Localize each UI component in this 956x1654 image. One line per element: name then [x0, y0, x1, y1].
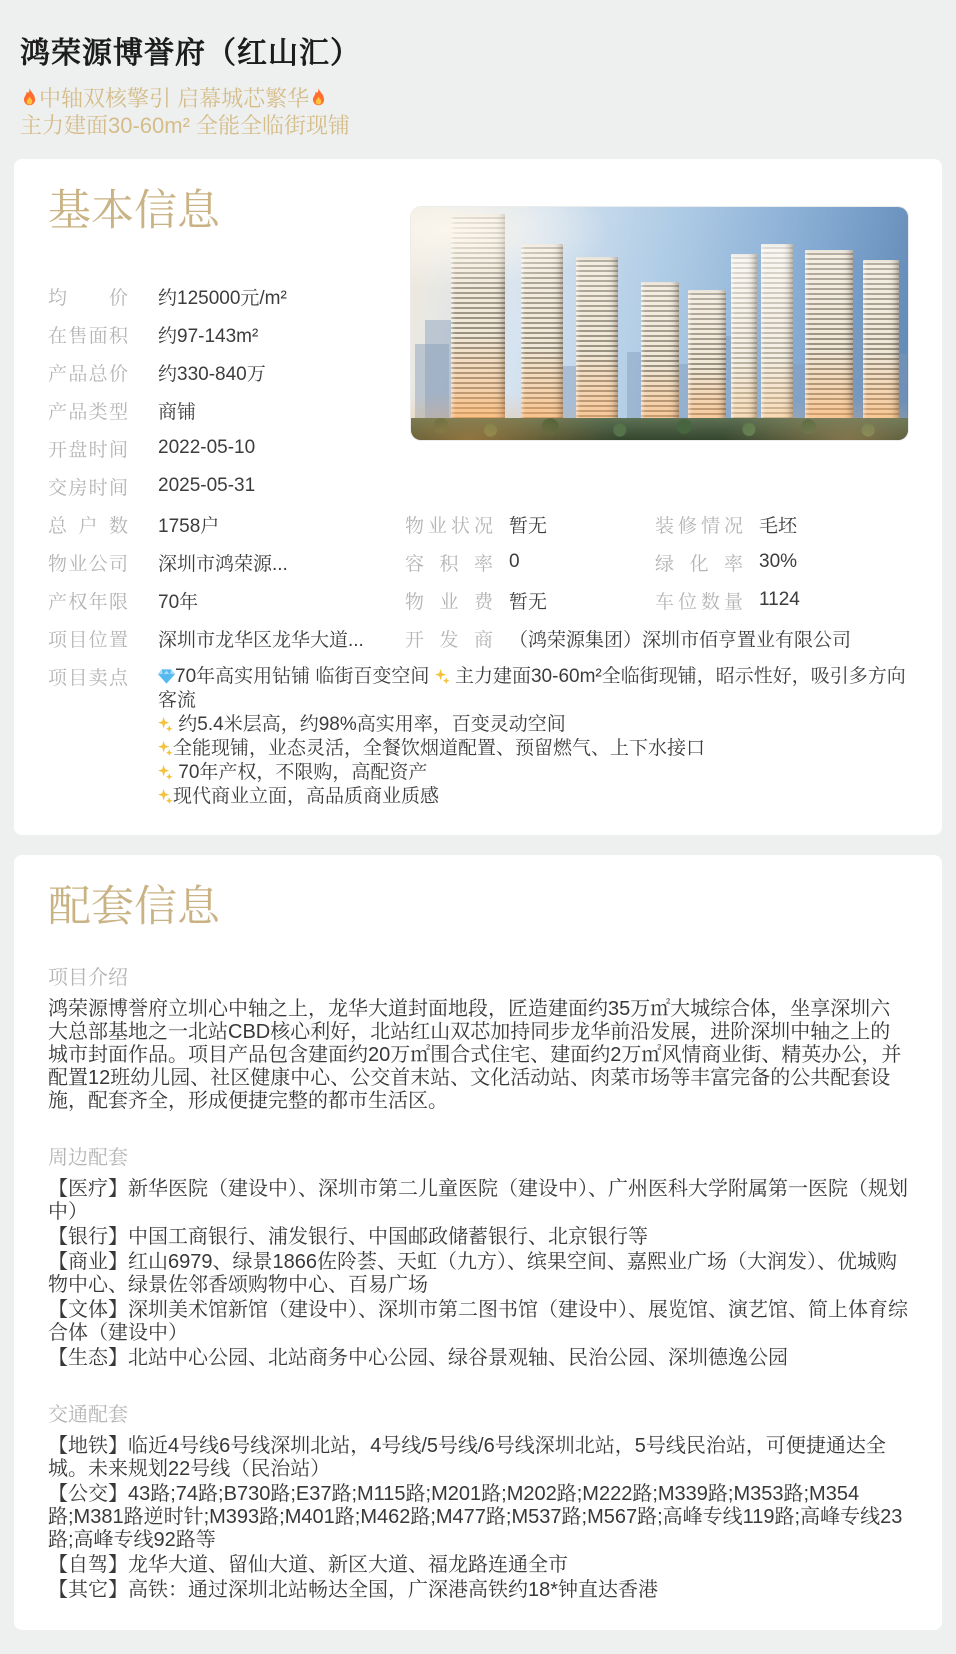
facility-item: 【商业】红山6979、绿景1866佐阾荟、天虹（九方）、缤果空间、嘉熙业广场（大润发）、优城购物中心、绿景佐邻香颂购物中心、百易广场 [48, 1251, 897, 1296]
info-row [48, 315, 405, 353]
info-value: 1758户 [158, 515, 220, 537]
info-pair [405, 511, 655, 538]
sparkles-icon [158, 765, 173, 780]
info-row [405, 581, 908, 619]
facility-item: 【公交】43路;74路;B730路;E37路;M115路;M201路;M202路;M222路;M339路;M353路;M354路;M381路逆时针;M393路;M401路;M462路;M477路;M537路;M567路;高峰专线119路;高峰专线23路;高峰专线92路等 [48, 1483, 903, 1551]
info-pair [655, 511, 797, 538]
info-row [48, 391, 405, 429]
info-value: 约125000元/m² [158, 287, 287, 309]
selling-points [48, 665, 908, 809]
selling-point-line: 70年产权，不限购，高配资产 [158, 761, 908, 785]
sparkles-icon [435, 669, 450, 684]
facility-section-label: 周边配套 [48, 1147, 128, 1169]
info-value: 深圳市龙华区龙华大道... [158, 629, 364, 651]
info-label: 开盘时间 [48, 439, 128, 461]
basic-info-left-column [48, 277, 405, 657]
info-label: 项目位置 [48, 629, 128, 651]
photo-tower [863, 260, 899, 432]
facility-item: 【地铁】临近4号线6号线深圳北站，4号线/5号线/6号线深圳北站，5号线民治站，可便捷通达全城。未来规划22号线（民治站） [48, 1435, 886, 1480]
info-pair [405, 549, 655, 576]
info-value: 1124 [759, 589, 800, 610]
info-value: 约97-143m² [158, 325, 259, 347]
photo-tower [688, 290, 726, 432]
facility-item: 【生态】北站中心公园、北站商务中心公园、绿谷景观轴、民治公园、深圳德逸公园 [48, 1347, 788, 1369]
info-value: 毛坯 [759, 515, 798, 537]
basic-info-heading: 基本信息 [48, 187, 220, 235]
facility-item: 【其它】高铁：通过深圳北站畅达全国，广深港高铁约18*钟直达香港 [48, 1579, 659, 1601]
info-row [48, 277, 405, 315]
info-label: 车位数量 [655, 591, 743, 613]
facility-item: 【自驾】龙华大道、留仙大道、新区大道、福龙路连通全市 [48, 1554, 568, 1576]
info-row [48, 353, 405, 391]
developer-row [405, 619, 908, 657]
photo-background-tower [425, 320, 451, 424]
info-value: 30% [759, 551, 798, 572]
info-label: 交房时间 [48, 477, 128, 499]
info-pair [655, 587, 800, 614]
info-row [48, 467, 405, 505]
selling-point-line: 现代商业立面，高品质商业质感 [158, 785, 908, 809]
page-bottom-spacer [0, 1630, 956, 1654]
facility-item: 【文体】深圳美术馆新馆（建设中）、深圳市第二图书馆（建设中）、展览馆、演艺馆、简上体育综合体（建设中） [48, 1299, 908, 1344]
sparkles-icon [158, 717, 173, 732]
info-label: 绿化率 [655, 553, 743, 575]
facility-section-label: 项目介绍 [48, 967, 128, 989]
photo-tower [576, 257, 618, 432]
diamond-icon [158, 669, 175, 684]
info-row [48, 619, 405, 657]
info-value: 暂无 [509, 515, 548, 537]
info-value: （鸿荣源集团）深圳市佰亨置业有限公司 [509, 629, 852, 651]
info-row [48, 581, 405, 619]
info-label: 物业公司 [48, 553, 128, 575]
facility-item: 【银行】中国工商银行、浦发银行、中国邮政储蓄银行、北京银行等 [48, 1226, 648, 1248]
promo-line-1: 中轴双核擎引 启幕城芯繁华 [20, 85, 934, 112]
selling-point-line: 70年高实用钻铺 临街百变空间 主力建面30-60m²全临街现铺，昭示性好，吸引多方向客流 [158, 666, 906, 711]
info-label: 物业状况 [405, 515, 493, 537]
info-label: 在售面积 [48, 325, 128, 347]
selling-points-content [158, 665, 908, 809]
info-label: 产品总价 [48, 363, 128, 385]
info-row [405, 505, 908, 543]
basic-info-card [14, 159, 942, 835]
photo-tower [805, 250, 853, 432]
info-label: 产权年限 [48, 591, 128, 613]
promo-block [20, 85, 934, 139]
header [0, 0, 956, 139]
photo-trees [411, 418, 908, 440]
info-value: 约330-840万 [158, 363, 266, 385]
facilities-card [14, 855, 942, 1630]
photo-tower [641, 282, 679, 432]
info-label: 容积率 [405, 553, 493, 575]
info-value: 商铺 [158, 401, 197, 423]
photo-tower [521, 244, 563, 432]
info-label: 总户数 [48, 515, 128, 537]
facility-section-label: 交通配套 [48, 1404, 128, 1426]
sparkles-icon [158, 741, 173, 756]
facilities-heading: 配套信息 [48, 883, 220, 931]
info-value: 暂无 [509, 591, 548, 613]
info-label: 产品类型 [48, 401, 128, 423]
facility-item: 【医疗】新华医院（建设中）、深圳市第二儿童医院（建设中）、广州医科大学附属第一医院（规划中） [48, 1178, 908, 1223]
info-pair [405, 625, 851, 652]
info-pair [655, 549, 797, 576]
page-title: 鸿荣源博誉府（红山汇） [20, 37, 361, 70]
info-label: 开发商 [405, 629, 493, 651]
sparkles-icon [158, 789, 173, 804]
info-value: 深圳市鸿荣源... [158, 553, 288, 575]
property-photo[interactable] [411, 207, 908, 440]
info-value: 70年 [158, 591, 199, 613]
info-label: 均价 [48, 287, 128, 309]
info-label: 装修情况 [655, 515, 743, 537]
selling-points-label: 项目卖点 [48, 668, 128, 689]
facility-item: 鸿荣源博誉府立圳心中轴之上，龙华大道封面地段，匠造建面约35万㎡大城综合体，坐享深圳六大总部基地之一北站CBD核心利好，北站红山双芯加持同步龙华前沿发展，进阶深圳中轴之上的城市封面作品。项目产品包含建面约20万㎡围合式住宅、建面约2万㎡风情商业街、精英办公，并配置12班幼儿园、社区健康中心、公交首末站、文化活动站、肉菜市场等丰富完备的公共配套设施，配套齐全，形成便捷完整的都市生活区。 [48, 998, 902, 1112]
photo-tower [451, 214, 505, 432]
selling-point-line: 全能现铺，业态灵活，全餐饮烟道配置、预留燃气、上下水接口 [158, 737, 908, 761]
facilities-body [48, 961, 908, 1602]
info-value: 2022-05-10 [158, 437, 256, 458]
photo-tower [761, 244, 793, 432]
info-row [48, 505, 405, 543]
info-value: 2025-05-31 [158, 475, 256, 496]
basic-info-body [48, 277, 908, 809]
info-label: 物业费 [405, 591, 493, 613]
flame-icon [21, 88, 38, 108]
info-row [48, 543, 405, 581]
info-value: 0 [509, 551, 520, 572]
flame-icon [310, 88, 327, 108]
info-pair [405, 587, 655, 614]
info-row [405, 543, 908, 581]
selling-point-line: 约5.4米层高，约98%高实用率，百变灵动空间 [158, 713, 908, 737]
photo-tower [731, 254, 757, 432]
info-row [48, 429, 405, 467]
promo-line-2: 主力建面30-60m² 全能全临街现铺 [20, 113, 351, 138]
